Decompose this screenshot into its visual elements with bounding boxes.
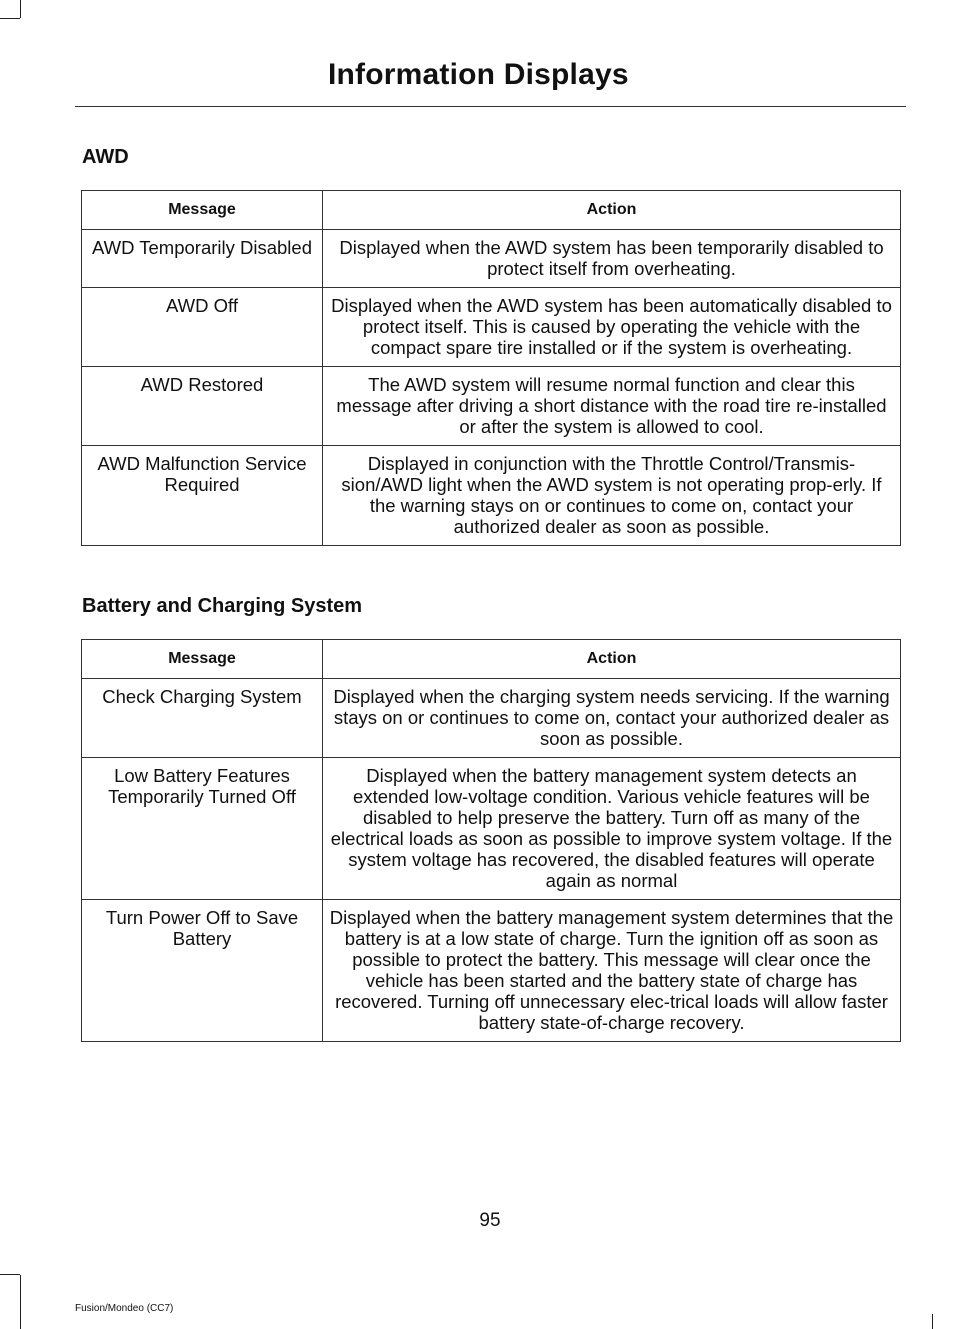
action-cell: Displayed when the AWD system has been temporarily disabled to protect itself from overheating. <box>323 230 901 288</box>
page-title <box>328 58 954 92</box>
awd-messages-table <box>81 190 901 546</box>
table-row <box>82 446 901 546</box>
table-row <box>82 758 901 900</box>
column-header-action: Action <box>323 640 901 679</box>
column-header-action: Action <box>323 191 901 230</box>
action-cell: Displayed in conjunction with the Throttle Control/Transmis-sion/AWD light when the AWD system is not operating prop-erly. If the warning stays on or continues to come on, contact your authorized dealer as soon as possible. <box>323 446 901 546</box>
section-heading-awd: AWD <box>82 146 129 168</box>
crop-mark <box>20 0 21 18</box>
section-heading-battery: Battery and Charging System <box>82 595 363 617</box>
crop-mark <box>20 1314 21 1329</box>
column-header-message: Message <box>82 640 323 679</box>
table-row <box>82 288 901 367</box>
table-row <box>82 900 901 1042</box>
message-cell: AWD Malfunction Service Required <box>82 446 323 546</box>
crop-mark <box>0 1274 20 1275</box>
footer-model: Fusion/Mondeo (CC7) <box>75 1303 174 1314</box>
action-cell: The AWD system will resume normal function and clear this message after driving a short distance with the road tire re-installed or after the system is allowed to cool. <box>323 367 901 446</box>
action-cell: Displayed when the AWD system has been automatically disabled to protect itself. This is caused by operating the vehicle with the compact spare tire installed or if the system is overheating. <box>323 288 901 367</box>
title-rule <box>75 106 906 107</box>
message-cell: AWD Off <box>82 288 323 367</box>
action-cell: Displayed when the battery management system determines that the battery is at a low state of charge. Turn the ignition off as soon as possible to protect the battery. This message will clear once the vehicle has been started and the battery state of charge has recovered. Turning off unnecessary elec-trical loads will allow faster battery state-of-charge recovery. <box>323 900 901 1042</box>
message-cell: Turn Power Off to Save Battery <box>82 900 323 1042</box>
table-header-row <box>82 191 901 230</box>
table-header-row <box>82 640 901 679</box>
crop-mark <box>0 18 20 19</box>
crop-mark <box>932 1314 933 1329</box>
message-cell: Low Battery Features Temporarily Turned Off <box>82 758 323 900</box>
action-cell: Displayed when the battery management system detects an extended low-voltage condition. Various vehicle features will be disabled to help preserve the battery. Turn off as many of the electrical loads as soon as possible to improve system voltage. If the system voltage has recovered, the disabled features will operate again as normal <box>323 758 901 900</box>
page-title-text: Information Displays <box>328 58 629 91</box>
column-header-message: Message <box>82 191 323 230</box>
battery-messages-table <box>81 639 901 1042</box>
action-cell: Displayed when the charging system needs servicing. If the warning stays on or continues to come on, contact your authorized dealer as soon as possible. <box>323 679 901 758</box>
table-row <box>82 367 901 446</box>
message-cell: AWD Temporarily Disabled <box>82 230 323 288</box>
page-number: 95 <box>479 1210 501 1231</box>
table-row <box>82 679 901 758</box>
message-cell: AWD Restored <box>82 367 323 446</box>
table-row <box>82 230 901 288</box>
message-cell: Check Charging System <box>82 679 323 758</box>
